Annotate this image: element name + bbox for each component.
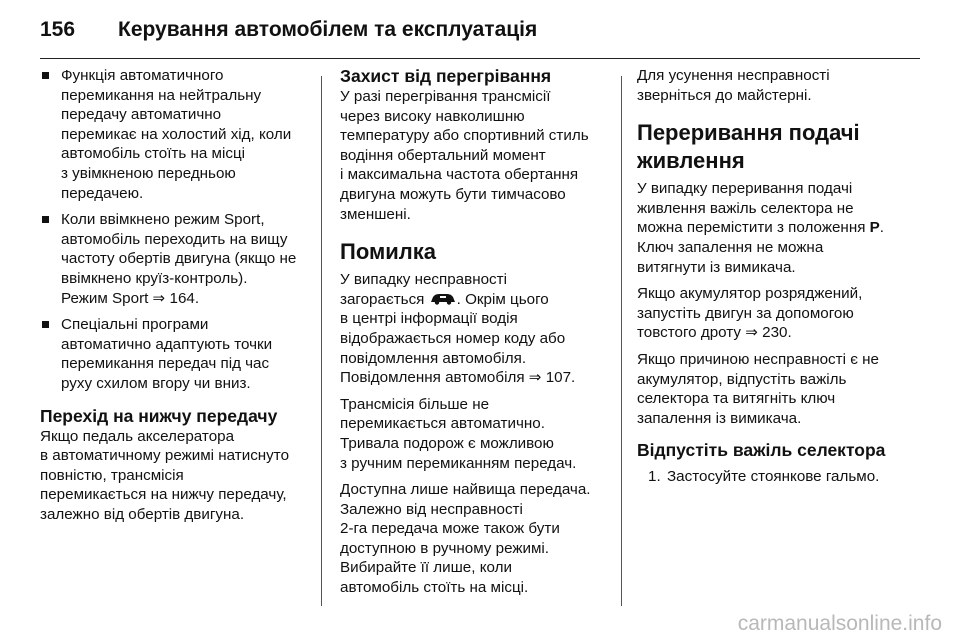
bullet-item: Коли ввімкнено режим Sport, автомобіль переходить на вищу частоту обертів двигуна (якщо не ввімкнено круїз-контроль). Режим Sport ⇒ 164.	[40, 210, 310, 308]
column-middle	[340, 66, 608, 605]
heading-fault: Помилка	[340, 239, 436, 265]
paragraph-fault-manual: Трансмісія більше не перемикається автоматично. Тривала подорож є можливою з ручним перемиканням передач.	[340, 395, 577, 472]
watermark: carmanualsonline.info	[737, 612, 942, 635]
bullet-item: Функція автоматичного перемикання на нейтральну передачу автоматично перемикає на холостий хід, коли автомобіль стоїть на місці з увімкненою передньою передачею.	[40, 66, 310, 203]
paragraph-battery: Якщо акумулятор розряджений, запустіть двигун за допомогою товстого дроту ⇒ 230.	[637, 284, 927, 343]
cross-reference[interactable]: товстого дроту ⇒ 230.	[637, 324, 792, 342]
column-right	[637, 66, 927, 487]
column-divider-1	[321, 76, 322, 606]
page-header	[40, 18, 537, 42]
heading-kickdown: Перехід на нижчу передачу	[40, 405, 278, 426]
cross-reference[interactable]: Повідомлення автомобіля ⇒ 107.	[340, 369, 576, 387]
header-rule	[40, 58, 920, 59]
page-number: 156	[40, 18, 76, 41]
step-number: 1.	[648, 468, 661, 486]
cross-reference[interactable]: Режим Sport ⇒ 164.	[61, 289, 200, 307]
list-item	[637, 467, 927, 487]
step-text: Застосуйте стоянкове гальмо.	[667, 468, 880, 486]
paragraph-kickdown: Якщо педаль акселератора в автоматичному режимі натиснуто повністю, трансмісія перемикається на нижчу передачу, залежно від обертів двигуна.	[40, 427, 290, 523]
paragraph-power: У випадку переривання подачі живлення важіль селектора не можна перемістити з положення P. Ключ запалення не можна витягнути із вимикача.	[637, 180, 885, 276]
column-divider-2	[621, 76, 622, 606]
page-title: Керування автомобілем та експлуатація	[118, 18, 538, 41]
paragraph-workshop: Для усунення несправності зверніться до майстерні.	[637, 67, 830, 104]
heading-release-selector: Відпустіть важіль селектора	[637, 440, 886, 461]
paragraph-fault-gear: Доступна лише найвища передача. Залежно від несправності 2-га передача може також бути доступною в ручному режимі. Вибирайте її лише, коли автомобіль стоїть на місці.	[340, 481, 591, 597]
bullet-item: Спеціальні програми автоматично адаптують точки перемикання передач під час руху схилом вгору чи вниз.	[40, 315, 310, 393]
car-wrench-icon	[429, 291, 457, 305]
paragraph-fault: У випадку несправності загорається . Окрім цього в центрі інформації водія відображається номер коду або повідомлення автомобіля. Повідомлення автомобіля ⇒ 107.	[340, 270, 608, 388]
heading-power-interruption: Переривання подачі живлення	[637, 120, 860, 174]
heading-overheat: Захист від перегрівання	[340, 66, 552, 86]
paragraph-overheat: У разі перегрівання трансмісії через високу навколишню температуру або спортивний стиль водіння обертальний момент і максимальна частота обертання двигуна можуть бути тимчасово зменшені.	[340, 88, 589, 223]
paragraph-not-battery: Якщо причиною несправності є не акумулятор, відпустіть важіль селектора та витягніть ключ запалення із вимикача.	[637, 350, 879, 427]
column-left	[40, 66, 310, 524]
